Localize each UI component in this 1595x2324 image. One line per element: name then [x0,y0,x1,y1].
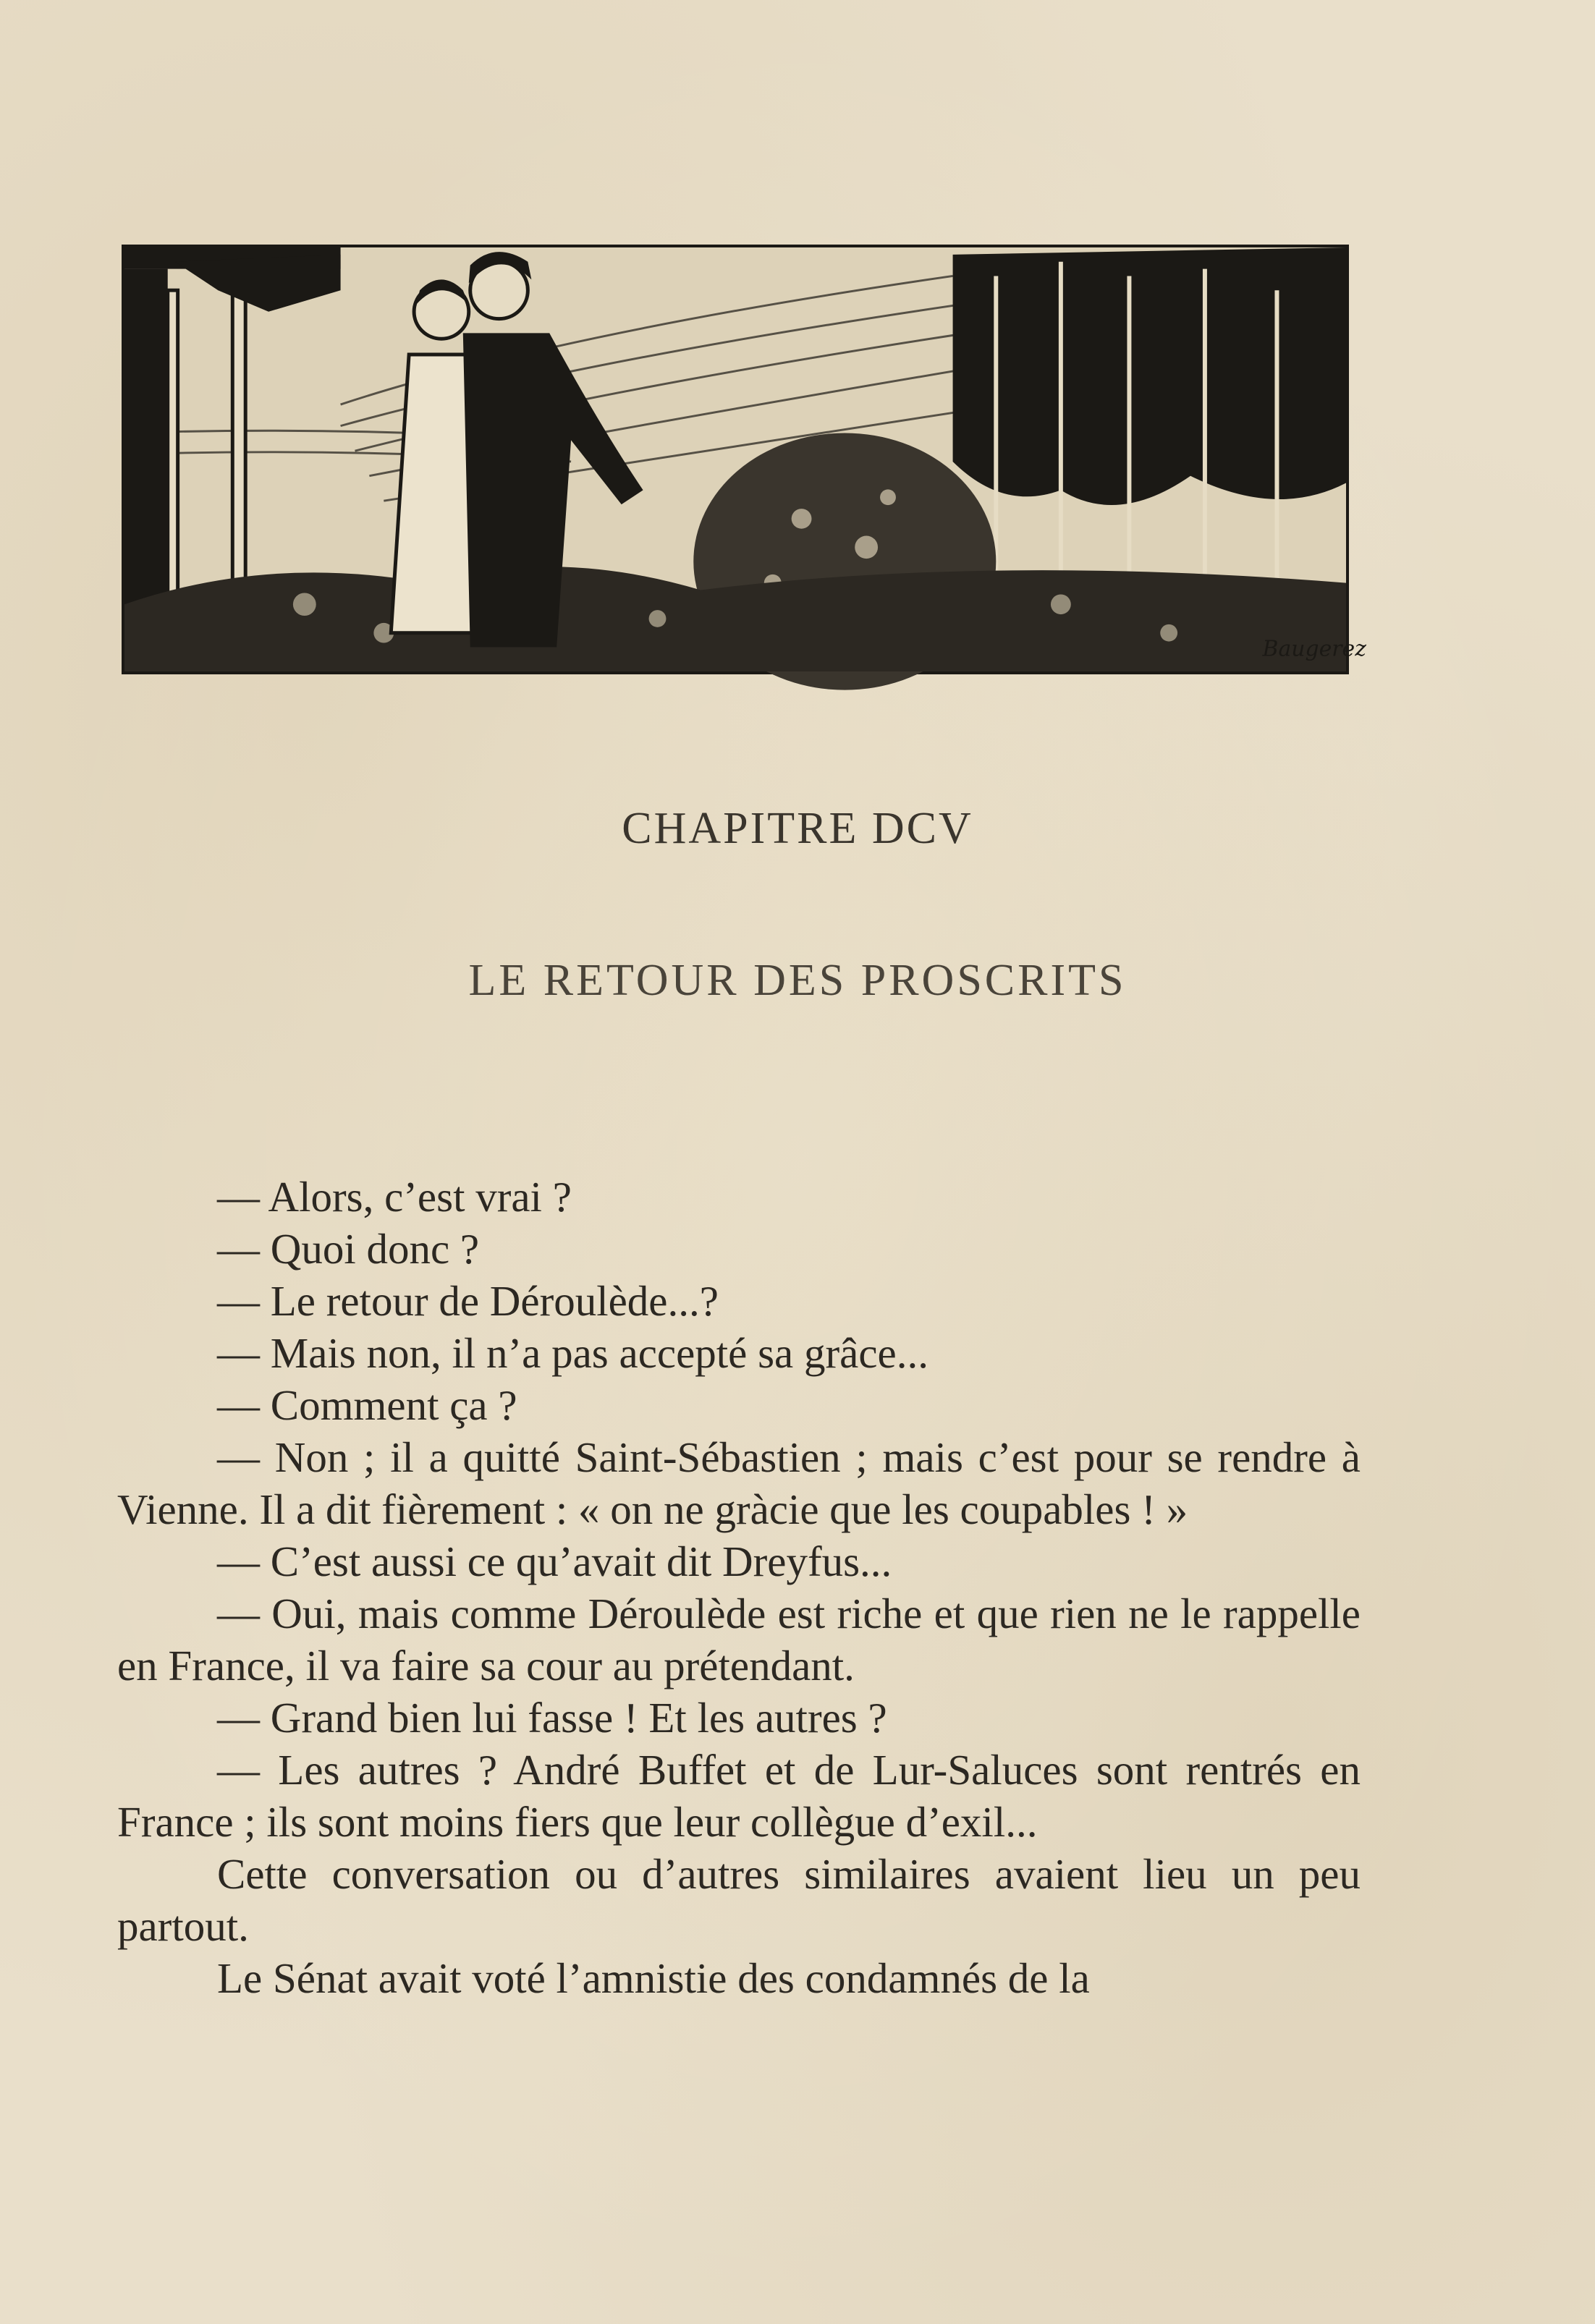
paragraph: — Non ; il a quitté Saint-Sébastien ; mais c’est pour se rendre à Vienne. Il a dit fièrement : « on ne gràcie que les coupables ! » [117,1433,1361,1533]
header-illustration [122,245,1366,674]
artist-signature: Baugerez [1262,636,1366,662]
paragraph: — Oui, mais comme Déroulède est riche et que rien ne le rappelle en France, il va faire sa cour au prétendant. [117,1590,1361,1689]
paragraph: — C’est aussi ce qu’avait dit Dreyfus... [217,1538,892,1585]
paragraph: — Comment ça ? [217,1381,517,1429]
paragraph: — Quoi donc ? [217,1225,480,1273]
chapter-title: CHAPITRE DCV [622,804,973,853]
paragraph: — Les autres ? André Buffet et de Lur-Saluces sont rentrés en France ; ils sont moins fiers que leur collègue d’exil... [117,1746,1361,1846]
paragraph: Le Sénat avait voté l’amnistie des condamnés de la [217,1954,1090,2002]
paragraph: — Grand bien lui fasse ! Et les autres ? [217,1694,887,1742]
paragraph: — Mais non, il n’a pas accepté sa grâce... [217,1329,928,1377]
paragraph: Cette conversation ou d’autres similaires avaient lieu un peu partout. [117,1850,1361,1950]
body-text [117,1171,1361,2004]
chapter-subtitle: LE RETOUR DES PROSCRITS [468,956,1127,1005]
illustration-drawing [124,247,1366,671]
paragraph: — Le retour de Déroulède...? [217,1277,719,1325]
paragraph: — Alors, c’est vrai ? [217,1173,572,1221]
